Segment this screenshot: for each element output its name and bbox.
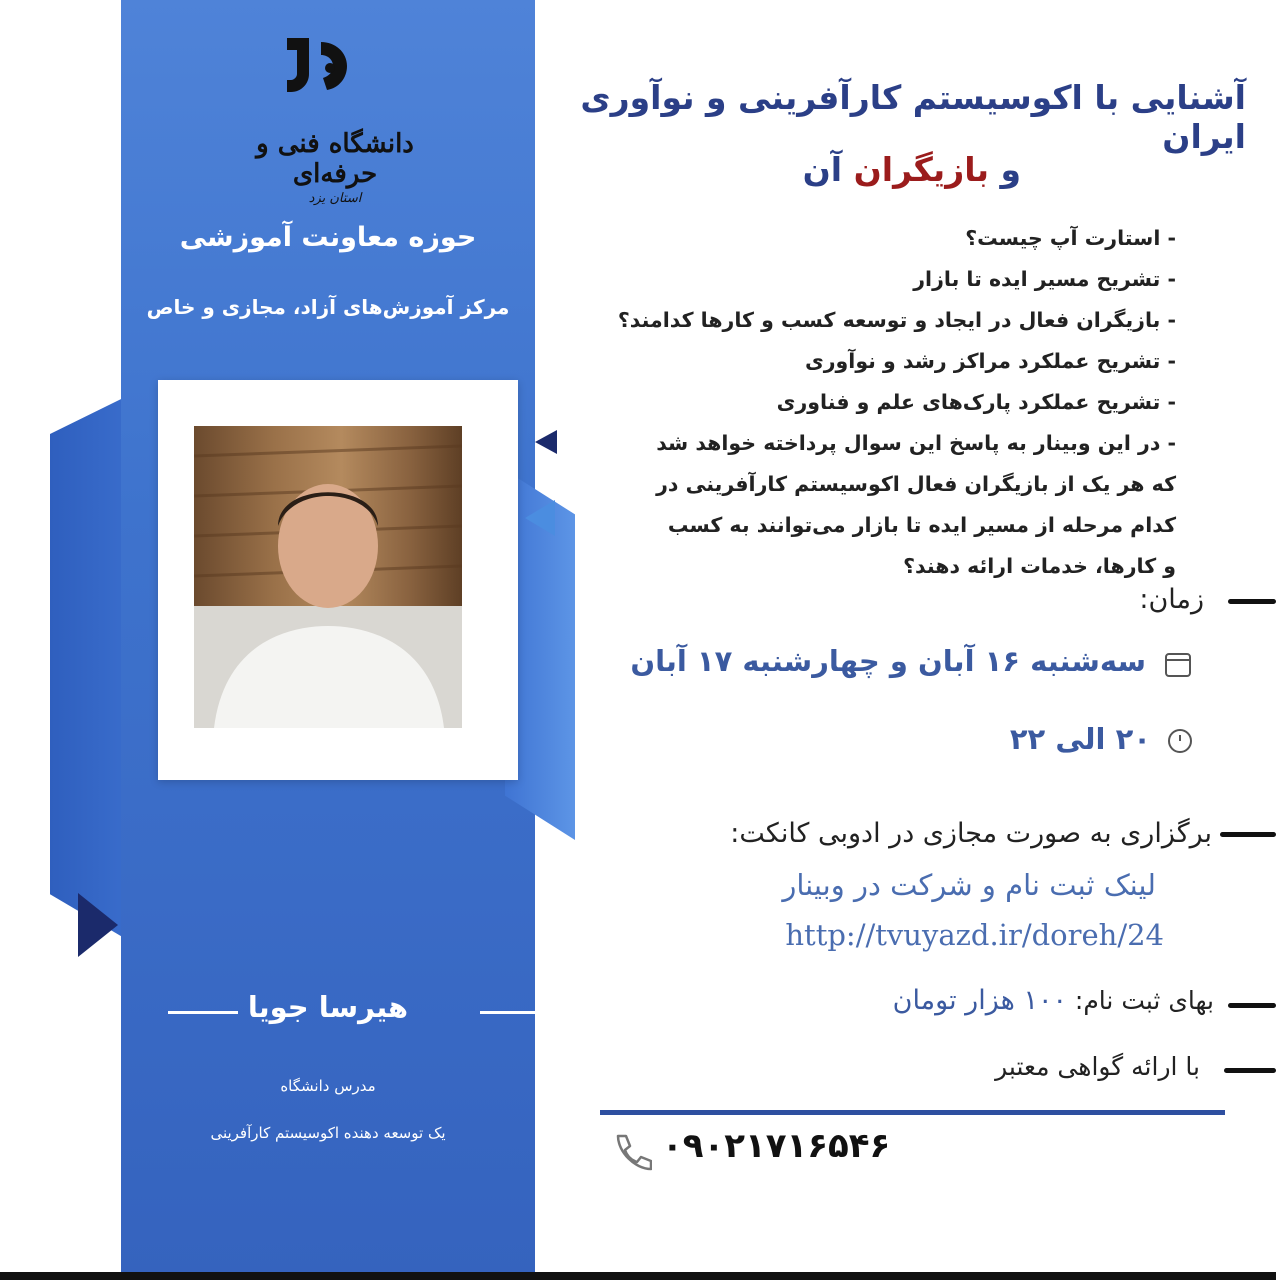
phone-icon bbox=[610, 1130, 652, 1172]
topic-item: - تشریح مسیر ایده تا بازار bbox=[913, 267, 1176, 291]
department-title: حوزه معاونت آموزشی bbox=[179, 222, 477, 253]
bullet-bar bbox=[1228, 599, 1276, 604]
decorative-triangle bbox=[525, 500, 555, 536]
venue-label: برگزاری به صورت مجازی در ادوبی کانکت: bbox=[730, 818, 1212, 849]
heading-prefix: و bbox=[988, 150, 1021, 189]
fee-value: ۱۰۰ هزار تومان bbox=[892, 985, 1067, 1016]
topic-item: - در این وبینار به پاسخ این سوال پرداخته خواهد شد که هر یک از بازیگران فعال اکوسیستم کارآفرینی در کدام مرحله از مسیر ایده تا بازار می‌توانند به کسب و کارها، خدمات ارائه دهند؟ bbox=[656, 431, 1176, 578]
bullet-bar bbox=[1228, 1003, 1276, 1008]
clock-icon bbox=[1166, 727, 1194, 755]
schedule-dates: سه‌شنبه ۱۶ آبان و چهارشنبه ۱۷ آبان bbox=[630, 644, 1146, 678]
topic-item: - تشریح عملکرد مراکز رشد و نوآوری bbox=[804, 349, 1176, 373]
heading-accent: بازیگران bbox=[853, 150, 989, 189]
topic-item: - استارت آپ چیست؟ bbox=[965, 226, 1176, 250]
heading-line-2 bbox=[521, 150, 1021, 189]
bullet-bar bbox=[1220, 832, 1276, 837]
topic-item: - بازیگران فعال در ایجاد و توسعه کسب و کارها کدامند؟ bbox=[617, 308, 1176, 332]
fee-row bbox=[714, 985, 1214, 1016]
bottom-border bbox=[0, 1272, 1276, 1280]
registration-url[interactable]: http://tvuyazd.ir/doreh/24 bbox=[785, 918, 1164, 952]
instructor-description: یک توسعه دهنده اکوسیستم کارآفرینی bbox=[210, 1124, 446, 1142]
divider-rule bbox=[600, 1110, 1225, 1115]
portrait-icon bbox=[194, 426, 462, 728]
heading-suffix: آن bbox=[802, 150, 854, 189]
instructor-role: مدرس دانشگاه bbox=[280, 1077, 376, 1095]
heading-line-1: آشنایی با اکوسیستم کارآفرینی و نوآوری ایران bbox=[580, 78, 1246, 156]
decorative-triangle bbox=[535, 430, 557, 454]
topic-item: - تشریح عملکرد پارک‌های علم و فناوری bbox=[776, 390, 1176, 414]
decorative-triangle bbox=[78, 893, 118, 957]
calendar-icon bbox=[1164, 650, 1192, 678]
contact-phone[interactable]: ۰۹۰۲۱۷۱۶۵۴۶ bbox=[662, 1126, 891, 1166]
schedule-hours: ۲۰ الی ۲۲ bbox=[1009, 722, 1151, 756]
university-emblem-icon bbox=[225, 30, 445, 135]
university-logo bbox=[225, 30, 445, 206]
topics-list bbox=[556, 218, 1176, 587]
schedule-label: زمان: bbox=[1139, 584, 1204, 615]
logo-university-name: دانشگاه فنی و حرفه‌ای bbox=[256, 129, 414, 189]
instructor-photo bbox=[194, 426, 462, 728]
center-title: مرکز آموزش‌های آزاد، مجازی و خاص bbox=[146, 295, 510, 319]
logo-province: استان یزد bbox=[308, 191, 362, 206]
bullet-bar bbox=[1224, 1068, 1276, 1073]
fee-label: بهای ثبت نام: bbox=[1074, 986, 1214, 1015]
certificate-note: با ارائه گواهی معتبر bbox=[995, 1052, 1200, 1081]
instructor-name: هیرسا جویا bbox=[247, 990, 409, 1024]
registration-link-label[interactable]: لینک ثبت نام و شرکت در وبینار bbox=[782, 868, 1156, 902]
